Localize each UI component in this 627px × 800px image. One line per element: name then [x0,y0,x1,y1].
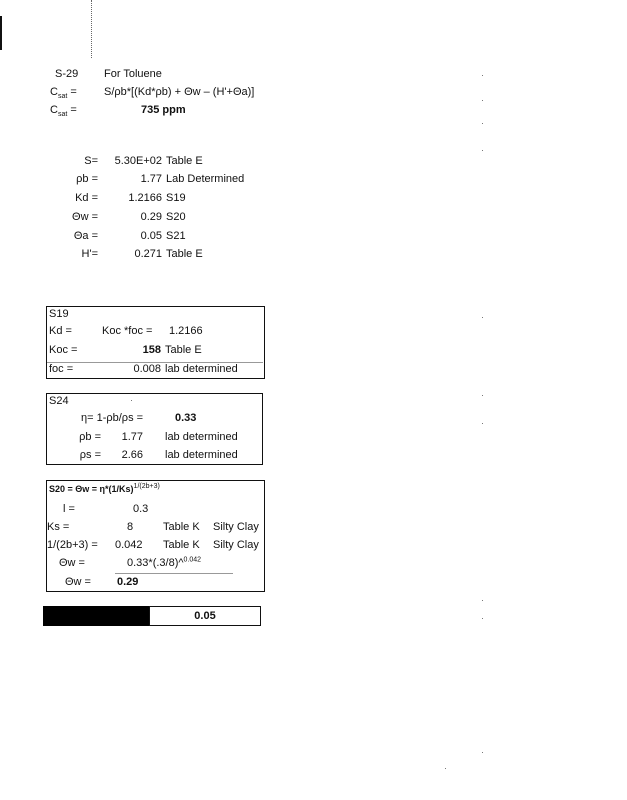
scan-speck [482,423,483,424]
param-label: Kd = [75,192,98,204]
param-label: Θa = [73,230,98,242]
s19-kd-value: 1.2166 [169,325,203,337]
s20-l-value: 0.3 [133,503,149,515]
s20-thetaw-label: Θw = [59,557,85,569]
scan-speck [482,752,483,753]
scan-speck [131,400,132,401]
param-label: H'= [81,248,98,260]
s21-black-bar [43,606,150,626]
s20-l-label: l = [63,503,75,515]
param-source: Table E [166,248,203,260]
param-source: S21 [166,230,186,242]
param-value: 1.2166 [128,192,162,204]
scan-speck [482,618,483,619]
csat-formula: S/ρb*[(Kd*ρb) + Θw – (H'+Θa)] [104,86,255,98]
scan-speck [482,395,483,396]
param-source: Lab Determined [166,173,245,185]
scan-speck [482,150,483,151]
s20-thetaw-expr: 0.33*(.3/8)^$^{0.042}$ [127,556,202,569]
param-value: 0.05 [140,230,162,242]
s20-thetaw-result-value: 0.29 [117,576,139,588]
scan-speck [482,600,483,601]
s20-ks-soil: Silty Clay [213,521,259,533]
s19-kd-expr: Koc *foc = [102,325,153,337]
s19-foc-source: lab determined [165,363,238,375]
left-edge-mark [0,16,2,50]
s24-rhob-label: ρb = [79,431,101,443]
s24-title: S24 [49,395,69,407]
s19-foc-value: 0.008 [133,363,161,375]
s20-thetaw-result-label: Θw = [65,576,91,588]
s20-row-divider [115,573,233,574]
param-value: 1.77 [140,173,162,185]
s20-exp-soil: Silty Clay [213,539,259,551]
scan-speck [445,768,446,769]
s20-box [46,480,265,592]
s24-rhos-label: ρs = [79,449,101,461]
s20-exp-label: 1/(2b+3) = [47,539,98,551]
param-source: S20 [166,211,186,223]
s20-exp-value: 0.042 [115,539,143,551]
s24-rhos-source: lab determined [165,449,238,461]
s20-exp-table: Table K [163,539,200,551]
param-label: ρb = [76,173,98,185]
param-value: 0.271 [134,248,162,260]
csat-formula-label: $C_{sat}$ = [50,86,77,101]
s20-ks-table: Table K [163,521,200,533]
s19-kd-label: Kd = [49,325,72,337]
param-label: Θw = [72,211,98,223]
s24-porosity-expr: η= 1-ρb/ρs = [81,412,144,424]
s24-rhos-value: 2.66 [121,449,143,461]
s24-porosity-value: 0.33 [175,412,197,424]
scan-speck [482,75,483,76]
s19-koc-source: Table E [165,344,202,356]
scan-speck [482,100,483,101]
s19-foc-label: foc = [49,363,74,375]
scan-speck [482,123,483,124]
section-title: For Toluene [104,68,162,80]
s20-title: $S20 = \Theta w = \eta*(1/Ks)^{1/(2b+3)}$ [49,483,160,494]
param-value: 0.29 [140,211,162,223]
param-source: S19 [166,192,186,204]
s19-box [46,306,265,379]
csat-result-value: 735 ppm [141,104,186,116]
s24-rhob-source: lab determined [165,431,238,443]
dotted-guide-line [91,0,94,58]
s19-title: S19 [49,308,69,320]
s24-box [46,393,263,465]
section-id: S-29 [55,68,79,80]
param-source: Table E [166,155,203,167]
param-value: 5.30E+02 [114,155,162,167]
scan-speck [482,317,483,318]
param-label: S= [84,155,98,167]
s20-ks-value: 8 [127,521,134,533]
s21-value-cell: 0.05 [149,606,261,626]
s19-koc-label: Koc = [49,344,78,356]
s20-ks-label: Ks = [47,521,70,533]
s19-row-underline [47,362,263,363]
s19-koc-value: 158 [142,344,161,356]
s24-rhob-value: 1.77 [121,431,143,443]
csat-result-label: $C_{sat}$ = [50,104,77,119]
